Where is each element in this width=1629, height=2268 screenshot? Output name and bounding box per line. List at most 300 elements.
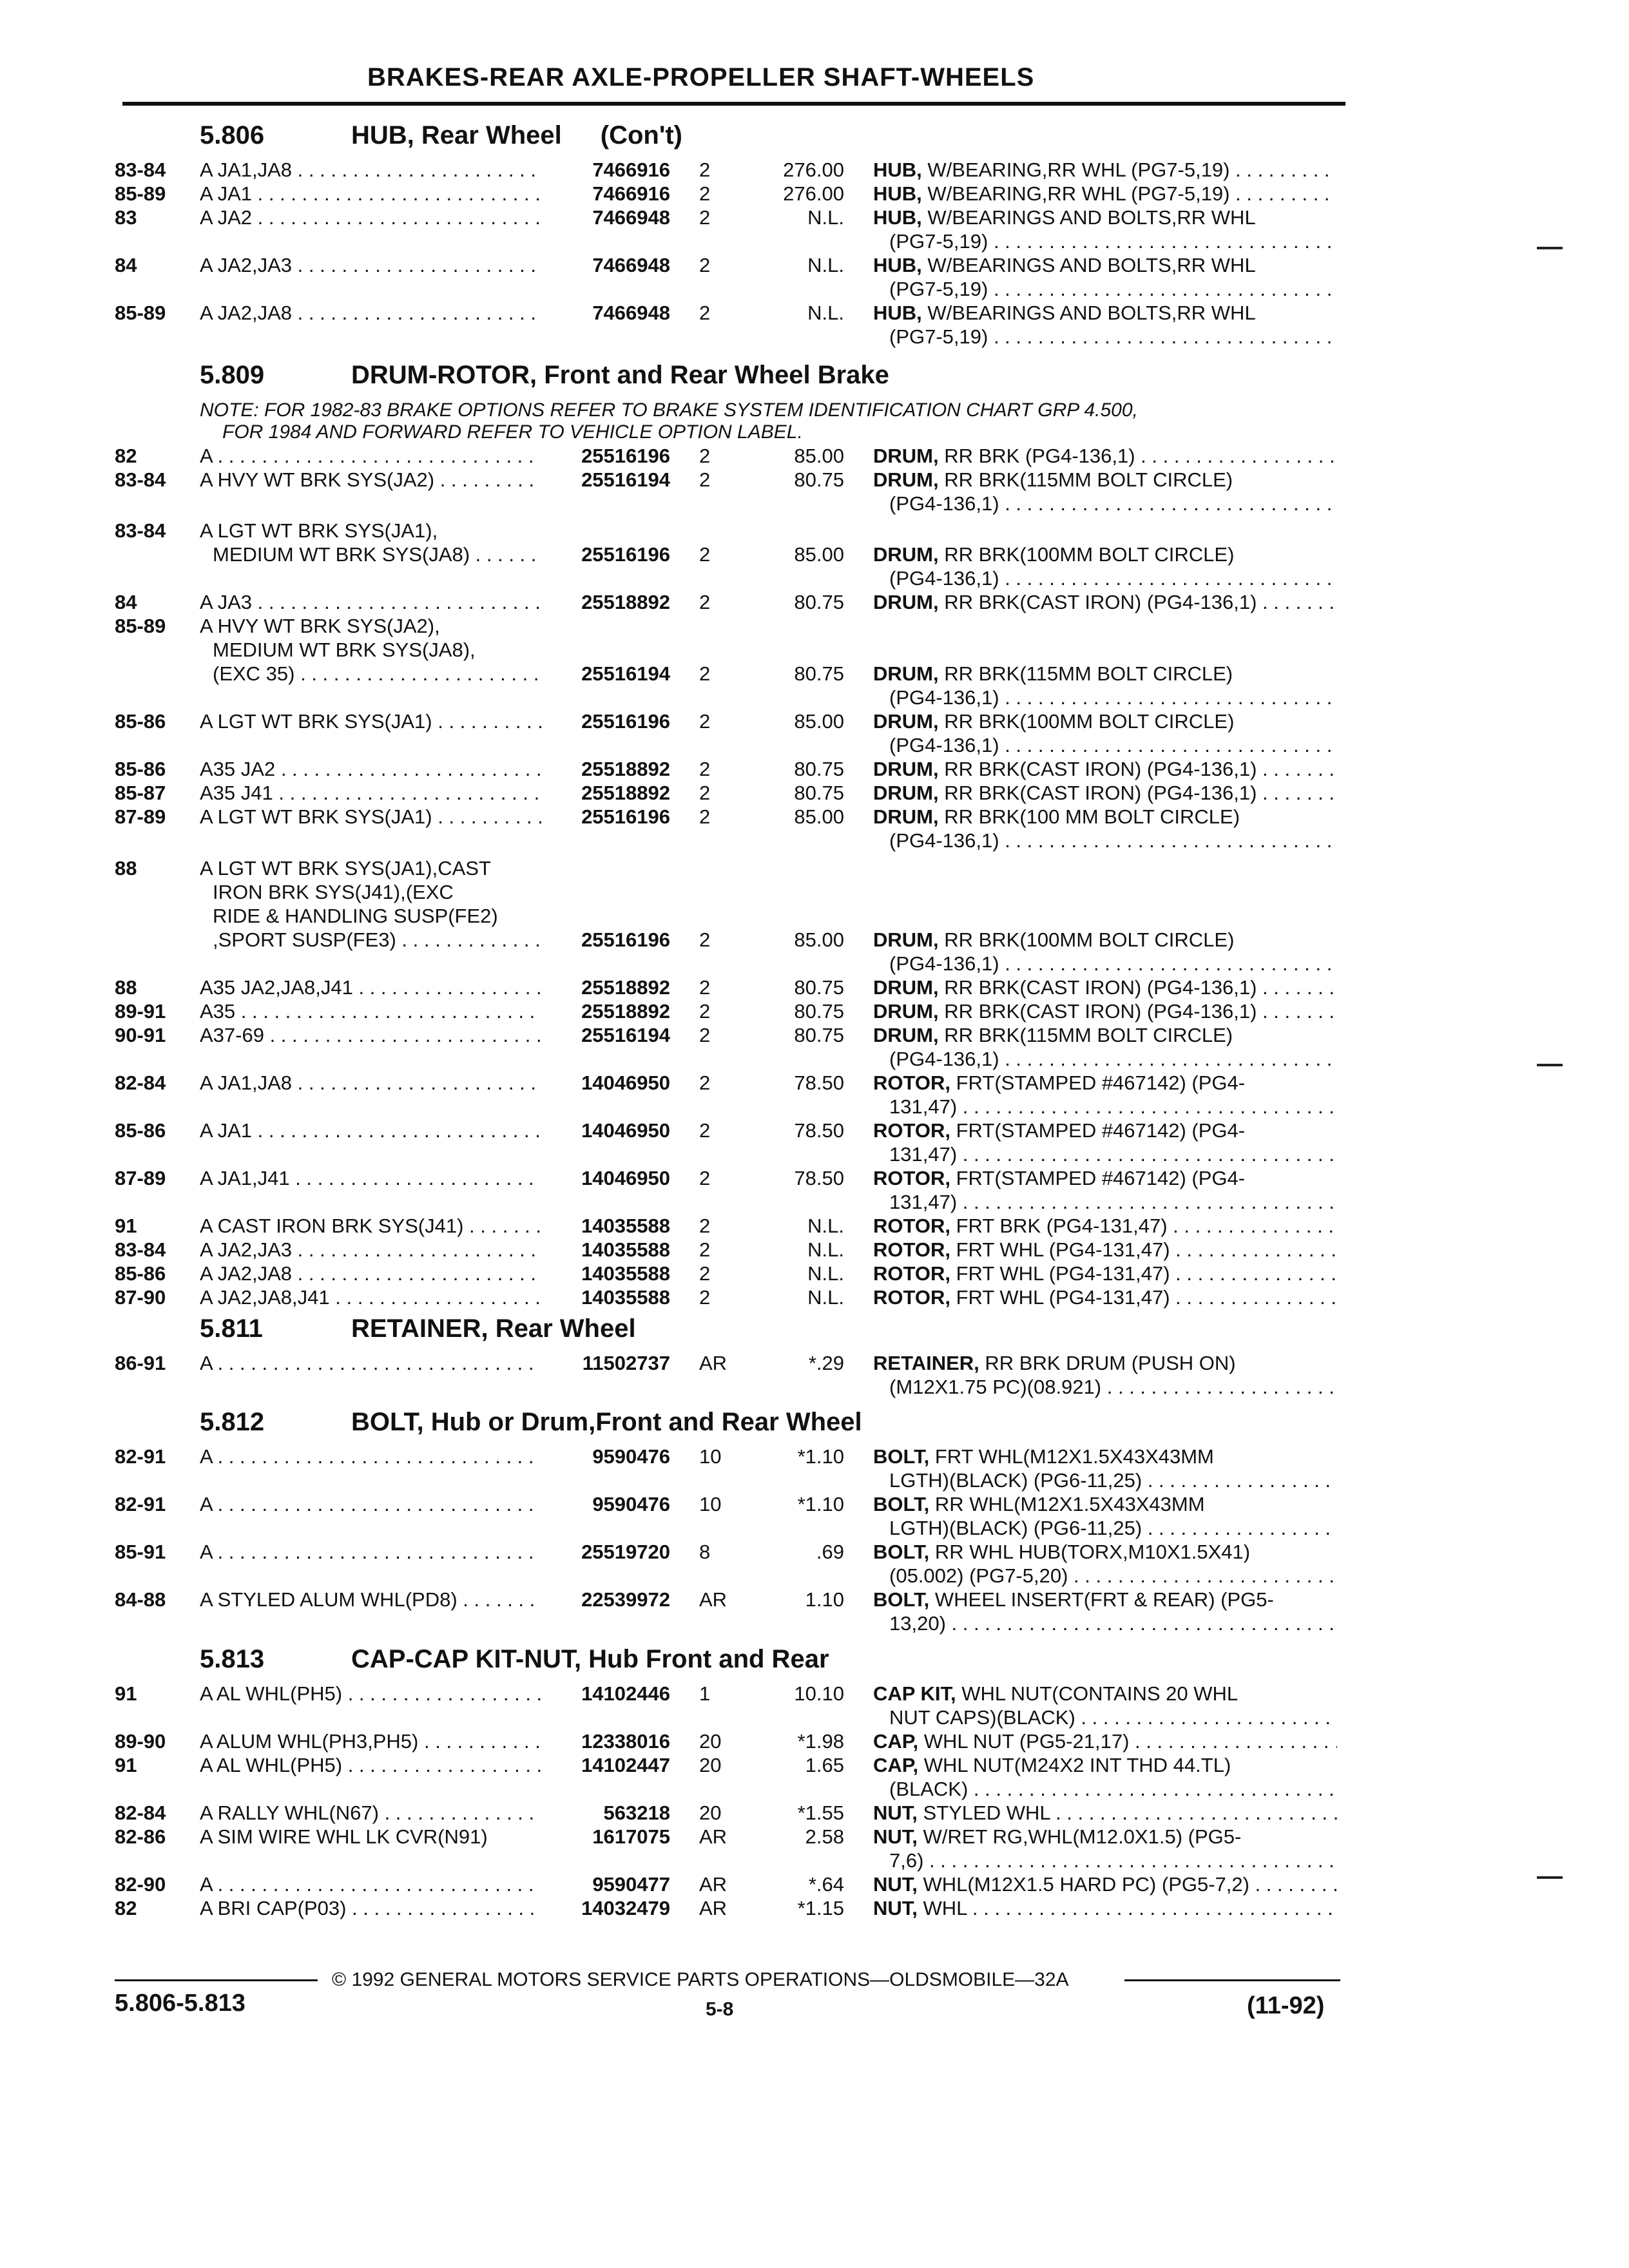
header-rule — [122, 102, 1345, 106]
row-application: A LGT WT BRK SYS(JA1) . . . — [200, 710, 541, 733]
row-quantity: 8 — [699, 1541, 711, 1563]
section-title: HUB, Rear Wheel — [351, 121, 562, 149]
row-description-name: CAP, — [873, 1754, 919, 1776]
section-title: BOLT, Hub or Drum,Front and Rear Wheel — [351, 1408, 862, 1436]
row-part-number: 9590476 — [592, 1493, 670, 1515]
row-description — [873, 1493, 1337, 1516]
row-part-number: 11502737 — [582, 1352, 670, 1374]
row-quantity: 2 — [699, 1119, 711, 1142]
row-price: N.L. — [807, 1286, 844, 1309]
row-description-text: RR BRK(100MM BOLT CIRCLE) — [944, 928, 1235, 951]
row-description-text: FRT(STAMPED #467142) (PG4- — [956, 1167, 1246, 1189]
row-price: 85.00 — [794, 710, 844, 733]
row-description-cont: (BLACK) . . . — [889, 1778, 1337, 1801]
row-part-number: 25518892 — [581, 591, 670, 613]
row-description-cont: (PG4-136,1) . . . — [889, 952, 1337, 975]
margin-tick-mark — [1537, 1064, 1563, 1066]
row-application: A LGT WT BRK SYS(JA1),CAST — [200, 857, 491, 879]
row-price: 80.75 — [794, 591, 844, 613]
row-quantity: AR — [699, 1825, 728, 1848]
row-description — [873, 1024, 1337, 1047]
row-years: 91 — [115, 1754, 137, 1776]
row-description — [873, 662, 1337, 686]
row-description-cont: (PG4-136,1) . . . — [889, 567, 1337, 590]
row-description — [873, 1754, 1337, 1777]
row-part-number: 9590476 — [592, 1445, 670, 1468]
margin-tick-mark — [1537, 247, 1563, 249]
section-continued: (Con't) — [600, 121, 682, 149]
row-years: 85-89 — [115, 182, 166, 205]
row-years: 85-89 — [115, 615, 166, 637]
row-quantity: 2 — [699, 1072, 711, 1094]
row-description-text: RR BRK(115MM BOLT CIRCLE) — [944, 662, 1233, 685]
row-part-number: 22539972 — [581, 1588, 670, 1611]
row-description-text: FRT BRK (PG4-131,47) — [956, 1215, 1168, 1237]
row-years: 84 — [115, 254, 137, 276]
row-description — [873, 543, 1337, 566]
row-quantity: 2 — [699, 1286, 711, 1309]
row-price: N.L. — [807, 1262, 844, 1285]
row-years: 85-91 — [115, 1541, 166, 1563]
row-quantity: 2 — [699, 159, 711, 181]
row-application: A JA1 . . . — [200, 182, 541, 206]
row-application-cont: (EXC 35) . . . — [213, 662, 541, 686]
row-description-name: NUT, — [873, 1802, 918, 1824]
row-description — [873, 1215, 1337, 1238]
row-description-name: CAP KIT, — [873, 1682, 956, 1705]
row-price: 85.00 — [794, 543, 844, 566]
row-description-name: DRUM, — [873, 805, 939, 828]
row-quantity: 2 — [699, 1000, 711, 1023]
row-part-number: 25516196 — [581, 805, 670, 828]
row-description-name: BOLT, — [873, 1541, 930, 1563]
row-years: 85-86 — [115, 710, 166, 733]
row-years: 82-84 — [115, 1802, 166, 1824]
row-application: A35 . . . — [200, 1000, 541, 1023]
row-description-text: FRT(STAMPED #467142) (PG4- — [956, 1072, 1246, 1094]
row-description-text: W/BEARINGS AND BOLTS,RR WHL — [927, 302, 1256, 324]
row-price: N.L. — [807, 302, 844, 324]
row-description-text: FRT WHL(M12X1.5X43X43MM — [934, 1445, 1214, 1468]
row-years: 82 — [115, 445, 137, 467]
row-description-name: HUB, — [873, 302, 922, 324]
row-part-number: 12338016 — [581, 1730, 670, 1753]
row-price: *1.15 — [797, 1897, 844, 1919]
row-application: A JA1,JA8 . . . — [200, 159, 541, 182]
row-price: 80.75 — [794, 468, 844, 491]
row-quantity: 2 — [699, 1024, 711, 1046]
row-years: 82 — [115, 1897, 137, 1919]
row-description-cont: (PG4-136,1) . . . — [889, 686, 1337, 709]
section-heading-5811 — [200, 1314, 636, 1343]
row-application: A JA3 . . . — [200, 591, 541, 614]
row-application: A AL WHL(PH5) . . . — [200, 1682, 541, 1706]
row-application: A BRI CAP(P03) . . . — [200, 1897, 541, 1920]
row-part-number: 25519720 — [581, 1541, 670, 1563]
row-application: A JA2,JA8 . . . — [200, 1262, 541, 1285]
row-quantity: 2 — [699, 1215, 711, 1237]
row-description-text: W/BEARINGS AND BOLTS,RR WHL — [927, 254, 1256, 276]
row-description-name: NUT, — [873, 1897, 918, 1919]
row-part-number: 14102447 — [581, 1754, 670, 1776]
row-quantity: 2 — [699, 1238, 711, 1261]
row-description-text: FRT WHL (PG4-131,47) — [956, 1262, 1170, 1285]
row-price: N.L. — [807, 1238, 844, 1261]
row-description-text: WHL NUT(M24X2 INT THD 44.TL) — [923, 1754, 1231, 1776]
row-description-text: FRT WHL (PG4-131,47) — [956, 1286, 1170, 1309]
row-description-name: BOLT, — [873, 1493, 930, 1515]
row-description — [873, 1873, 1337, 1896]
row-description-name: DRUM, — [873, 468, 939, 491]
row-quantity: 2 — [699, 206, 711, 229]
section-note-line-2: FOR 1984 AND FORWARD REFER TO VEHICLE OPTION LABEL. — [222, 421, 803, 443]
section-note-line-1: NOTE: FOR 1982-83 BRAKE OPTIONS REFER TO BRAKE SYSTEM IDENTIFICATION CHART GRP 4.500, — [200, 399, 1138, 421]
row-application: A35 JA2 . . . — [200, 758, 541, 781]
row-description-cont: LGTH)(BLACK) (PG6-11,25) . . . — [889, 1517, 1337, 1540]
row-price: 80.75 — [794, 976, 844, 999]
row-price: N.L. — [807, 1215, 844, 1237]
row-price: 80.75 — [794, 782, 844, 804]
row-application: A JA2 . . . — [200, 206, 541, 229]
row-years: 87-90 — [115, 1286, 166, 1309]
row-part-number: 25518892 — [581, 1000, 670, 1023]
row-description-text: RR BRK(CAST IRON) (PG4-136,1) — [944, 591, 1257, 613]
row-description — [873, 758, 1337, 781]
row-price: *.64 — [808, 1873, 844, 1896]
page-header-title: BRAKES-REAR AXLE-PROPELLER SHAFT-WHEELS — [367, 63, 1035, 91]
row-description-cont: (05.002) (PG7-5,20) . . . — [889, 1564, 1337, 1588]
row-part-number: 14046950 — [581, 1072, 670, 1094]
row-application: A . . . — [200, 1493, 541, 1516]
row-years: 84 — [115, 591, 137, 613]
section-heading-5809 — [200, 361, 889, 390]
row-description-text: RR BRK(CAST IRON) (PG4-136,1) — [944, 1000, 1257, 1023]
section-number: 5.812 — [200, 1408, 265, 1436]
row-years: 90-91 — [115, 1024, 166, 1046]
row-application: A SIM WIRE WHL LK CVR(N91) — [200, 1825, 488, 1848]
row-application: A JA2,JA3 . . . — [200, 1238, 541, 1262]
row-description-text: WHEEL INSERT(FRT & REAR) (PG5- — [934, 1588, 1274, 1611]
row-quantity: 2 — [699, 976, 711, 999]
row-application: A . . . — [200, 1445, 541, 1468]
row-quantity: AR — [699, 1352, 728, 1374]
row-part-number: 14035588 — [581, 1215, 670, 1237]
row-price: 78.50 — [794, 1119, 844, 1142]
footer-page-number: 5-8 — [706, 1999, 734, 2020]
row-description — [873, 1730, 1337, 1753]
row-quantity: 2 — [699, 182, 711, 205]
row-application: A37-69 . . . — [200, 1024, 541, 1047]
row-years: 82-84 — [115, 1072, 166, 1094]
row-description — [873, 1825, 1337, 1849]
row-application: A LGT WT BRK SYS(JA1), — [200, 519, 438, 542]
row-application: A RALLY WHL(N67) . . . — [200, 1802, 541, 1825]
footer-revision-date: (11-92) — [1247, 1992, 1325, 2019]
section-heading-5813 — [200, 1645, 829, 1674]
row-quantity: 10 — [699, 1445, 722, 1468]
row-description — [873, 254, 1337, 277]
row-description — [873, 445, 1337, 468]
footer-copyright: © 1992 GENERAL MOTORS SERVICE PARTS OPERATIONS—OLDSMOBILE—32A — [332, 1969, 1069, 1990]
row-description — [873, 159, 1337, 182]
row-description — [873, 782, 1337, 805]
row-description — [873, 1445, 1337, 1468]
row-description-text: W/BEARING,RR WHL (PG7-5,19) — [927, 159, 1230, 181]
row-application: A JA2,JA8,J41 . . . — [200, 1286, 541, 1309]
row-part-number: 25516196 — [581, 710, 670, 733]
row-description-text: RR BRK(CAST IRON) (PG4-136,1) — [944, 976, 1257, 999]
row-price: *1.55 — [797, 1802, 844, 1824]
row-part-number: 14035588 — [581, 1262, 670, 1285]
row-years: 85-86 — [115, 1119, 166, 1142]
row-price: .69 — [816, 1541, 844, 1563]
row-description — [873, 1897, 1337, 1920]
row-years: 87-89 — [115, 1167, 166, 1189]
row-description-name: HUB, — [873, 254, 922, 276]
row-description — [873, 591, 1337, 614]
row-description — [873, 1000, 1337, 1023]
row-part-number: 25518892 — [581, 976, 670, 999]
row-quantity: 2 — [699, 1167, 711, 1189]
row-years: 88 — [115, 976, 137, 999]
row-price: 1.65 — [805, 1754, 844, 1776]
row-description-cont: 7,6) . . . — [889, 1849, 1337, 1872]
row-years: 82-90 — [115, 1873, 166, 1896]
row-part-number: 25518892 — [581, 782, 670, 804]
row-description — [873, 1119, 1337, 1142]
row-part-number: 7466948 — [592, 206, 670, 229]
row-price: *.29 — [808, 1352, 844, 1374]
row-price: *1.10 — [797, 1493, 844, 1515]
row-application-cont: ,SPORT SUSP(FE3) . . . — [213, 928, 541, 952]
row-description-text: RR BRK(115MM BOLT CIRCLE) — [944, 468, 1233, 491]
row-quantity: 2 — [699, 805, 711, 828]
row-description-text: RR BRK(100MM BOLT CIRCLE) — [944, 710, 1235, 733]
row-description-name: DRUM, — [873, 543, 939, 566]
row-description-text: RR BRK(100 MM BOLT CIRCLE) — [944, 805, 1240, 828]
row-description-cont: (PG7-5,19) . . . — [889, 230, 1337, 253]
row-description — [873, 1588, 1337, 1611]
row-part-number: 563218 — [603, 1802, 670, 1824]
row-description-name: CAP, — [873, 1730, 919, 1753]
row-application-cont: MEDIUM WT BRK SYS(JA8), — [213, 639, 476, 661]
row-quantity: 20 — [699, 1802, 722, 1824]
row-description-name: BOLT, — [873, 1445, 930, 1468]
row-price: 2.58 — [805, 1825, 844, 1848]
row-description-name: ROTOR, — [873, 1262, 950, 1285]
row-years: 83-84 — [115, 159, 166, 181]
row-application: A JA2,JA3 . . . — [200, 254, 541, 277]
row-description-name: HUB, — [873, 206, 922, 229]
row-quantity: 2 — [699, 254, 711, 276]
row-description-name: ROTOR, — [873, 1167, 950, 1189]
row-description-name: RETAINER, — [873, 1352, 979, 1374]
row-description-text: RR BRK(100MM BOLT CIRCLE) — [944, 543, 1235, 566]
row-price: 276.00 — [783, 182, 844, 205]
row-description-name: HUB, — [873, 182, 922, 205]
row-price: 78.50 — [794, 1167, 844, 1189]
row-description-cont: 131,47) . . . — [889, 1143, 1337, 1166]
row-description-cont: (PG4-136,1) . . . — [889, 734, 1337, 757]
row-part-number: 14032479 — [581, 1897, 670, 1919]
row-description — [873, 976, 1337, 999]
row-description — [873, 1541, 1337, 1564]
row-description — [873, 710, 1337, 733]
row-description-name: DRUM, — [873, 758, 939, 780]
row-quantity: 2 — [699, 468, 711, 491]
row-application: A . . . — [200, 1541, 541, 1564]
row-description-name: NUT, — [873, 1873, 918, 1896]
row-description-cont: NUT CAPS)(BLACK) . . . — [889, 1706, 1337, 1729]
row-quantity: 2 — [699, 928, 711, 951]
row-quantity: 2 — [699, 662, 711, 685]
row-description-name: DRUM, — [873, 591, 939, 613]
row-years: 83-84 — [115, 468, 166, 491]
row-part-number: 14046950 — [581, 1119, 670, 1142]
row-part-number: 14046950 — [581, 1167, 670, 1189]
row-quantity: 20 — [699, 1730, 722, 1753]
row-years: 85-87 — [115, 782, 166, 804]
row-price: 10.10 — [794, 1682, 844, 1705]
row-quantity: AR — [699, 1897, 728, 1919]
row-quantity: 2 — [699, 782, 711, 804]
row-description — [873, 1352, 1337, 1375]
row-description-name: ROTOR, — [873, 1215, 950, 1237]
row-description-cont: (PG4-136,1) . . . — [889, 1048, 1337, 1071]
row-quantity: 2 — [699, 1262, 711, 1285]
section-heading-5806 — [200, 121, 682, 150]
row-application: A LGT WT BRK SYS(JA1) . . . — [200, 805, 541, 829]
row-description-text: WHL(M12X1.5 HARD PC) (PG5-7,2) — [923, 1873, 1249, 1896]
row-years: 85-86 — [115, 758, 166, 780]
row-description-name: BOLT, — [873, 1588, 930, 1611]
row-description-text: RR BRK DRUM (PUSH ON) — [985, 1352, 1236, 1374]
row-price: 85.00 — [794, 928, 844, 951]
margin-tick-mark — [1537, 1876, 1563, 1879]
row-part-number: 25516194 — [581, 1024, 670, 1046]
row-part-number: 25516196 — [581, 445, 670, 467]
row-quantity: 2 — [699, 543, 711, 566]
row-application: A JA1,JA8 . . . — [200, 1072, 541, 1095]
row-description-text: WHL NUT (PG5-21,17) — [923, 1730, 1130, 1753]
row-description-text: FRT(STAMPED #467142) (PG4- — [956, 1119, 1246, 1142]
row-part-number: 1617075 — [592, 1825, 670, 1848]
row-description-text: RR BRK(CAST IRON) (PG4-136,1) — [944, 758, 1257, 780]
row-quantity: 2 — [699, 758, 711, 780]
row-application: A HVY WT BRK SYS(JA2) . . . — [200, 468, 541, 492]
row-description-text: RR BRK (PG4-136,1) — [944, 445, 1135, 467]
section-number: 5.806 — [200, 121, 265, 149]
row-description-text: RR BRK(115MM BOLT CIRCLE) — [944, 1024, 1233, 1046]
row-quantity: 20 — [699, 1754, 722, 1776]
row-price: 80.75 — [794, 758, 844, 780]
row-part-number: 7466948 — [592, 302, 670, 324]
row-description-text: RR WHL(M12X1.5X43X43MM — [934, 1493, 1205, 1515]
row-years: 85-89 — [115, 302, 166, 324]
row-description-name: ROTOR, — [873, 1238, 950, 1261]
row-application: A ALUM WHL(PH3,PH5) . . . — [200, 1730, 541, 1753]
row-price: 78.50 — [794, 1072, 844, 1094]
row-years: 86-91 — [115, 1352, 166, 1374]
footer-rule-left — [115, 1979, 318, 1981]
row-price: 80.75 — [794, 1024, 844, 1046]
row-description-name: ROTOR, — [873, 1119, 950, 1142]
row-description — [873, 1167, 1337, 1190]
row-years: 91 — [115, 1682, 137, 1705]
row-description — [873, 1238, 1337, 1262]
row-years: 89-90 — [115, 1730, 166, 1753]
row-part-number: 14035588 — [581, 1238, 670, 1261]
row-part-number: 7466916 — [592, 182, 670, 205]
row-description-cont: (M12X1.75 PC)(08.921) . . . — [889, 1376, 1337, 1399]
row-application: A . . . — [200, 445, 541, 468]
row-application: A35 J41 . . . — [200, 782, 541, 805]
row-description-text: W/BEARING,RR WHL (PG7-5,19) — [927, 182, 1230, 205]
section-number: 5.809 — [200, 361, 265, 389]
row-price: 80.75 — [794, 1000, 844, 1023]
row-description-text: WHL — [923, 1897, 967, 1919]
row-years: 82-91 — [115, 1445, 166, 1468]
row-years: 87-89 — [115, 805, 166, 828]
row-quantity: 2 — [699, 302, 711, 324]
section-title: CAP-CAP KIT-NUT, Hub Front and Rear — [351, 1645, 829, 1673]
row-part-number: 14035588 — [581, 1286, 670, 1309]
row-application: A JA1,J41 . . . — [200, 1167, 541, 1190]
row-description-name: NUT, — [873, 1825, 918, 1848]
row-price: 276.00 — [783, 159, 844, 181]
row-description-cont: 13,20) . . . — [889, 1612, 1337, 1635]
row-description — [873, 805, 1337, 829]
row-quantity: 1 — [699, 1682, 711, 1705]
row-description-name: DRUM, — [873, 662, 939, 685]
row-application-cont: MEDIUM WT BRK SYS(JA8) . . . — [213, 543, 541, 566]
row-years: 83 — [115, 206, 137, 229]
row-description — [873, 206, 1337, 229]
row-description — [873, 182, 1337, 206]
row-price: 1.10 — [805, 1588, 844, 1611]
row-application-cont: RIDE & HANDLING SUSP(FE2) — [213, 905, 498, 927]
row-quantity: 2 — [699, 710, 711, 733]
row-part-number: 7466916 — [592, 159, 670, 181]
row-quantity: AR — [699, 1588, 728, 1611]
row-part-number: 9590477 — [592, 1873, 670, 1896]
row-years: 83-84 — [115, 519, 166, 542]
row-description-cont: LGTH)(BLACK) (PG6-11,25) . . . — [889, 1469, 1337, 1492]
row-years: 89-91 — [115, 1000, 166, 1023]
row-application: A CAST IRON BRK SYS(J41) . . . — [200, 1215, 541, 1238]
row-description-cont: (PG4-136,1) . . . — [889, 829, 1337, 852]
row-description-text: RR WHL HUB(TORX,M10X1.5X41) — [934, 1541, 1251, 1563]
row-description-cont: (PG4-136,1) . . . — [889, 492, 1337, 515]
row-part-number: 25516194 — [581, 662, 670, 685]
row-price: 85.00 — [794, 445, 844, 467]
section-number: 5.811 — [200, 1314, 263, 1343]
row-application: A JA2,JA8 . . . — [200, 302, 541, 325]
row-quantity: 10 — [699, 1493, 722, 1515]
row-application: A HVY WT BRK SYS(JA2), — [200, 615, 440, 637]
row-description-name: DRUM, — [873, 1000, 939, 1023]
row-quantity: 2 — [699, 591, 711, 613]
row-description — [873, 302, 1337, 325]
row-part-number: 25518892 — [581, 758, 670, 780]
row-price: N.L. — [807, 254, 844, 276]
row-quantity: AR — [699, 1873, 728, 1896]
section-number: 5.813 — [200, 1645, 265, 1673]
row-years: 82-91 — [115, 1493, 166, 1515]
row-description-text: RR BRK(CAST IRON) (PG4-136,1) — [944, 782, 1257, 804]
row-description — [873, 928, 1337, 952]
footer-rule-right — [1124, 1979, 1340, 1981]
